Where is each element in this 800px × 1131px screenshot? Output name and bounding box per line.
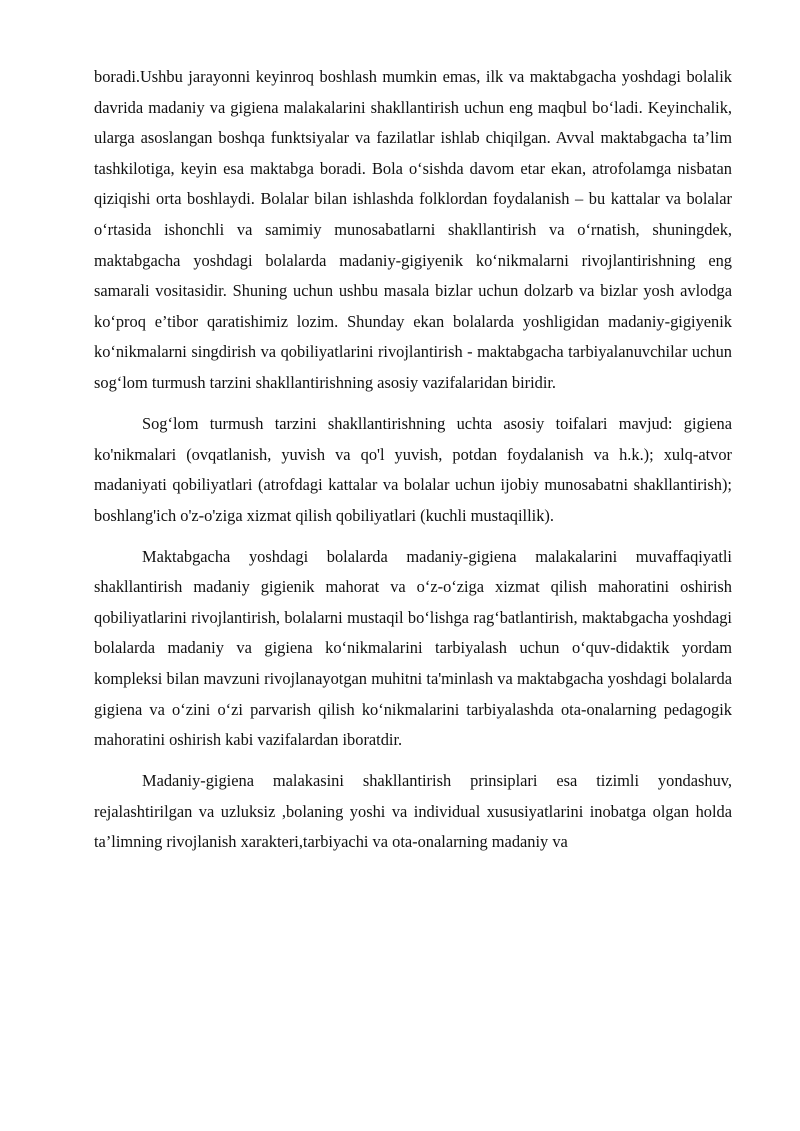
document-page	[94, 62, 732, 858]
paragraph-continuation: boradi.Ushbu jarayonni keyinroq boshlash mumkin emas, ilk va maktabgacha yoshdagi bolalik davrida madaniy va gigiena malakalarini shakllantirish uchun eng maqbul bo‘ladi. Keyinchalik, ularga asoslangan boshqa funktsiyalar va fazilatlar ishlab chiqilgan. Avval maktabgacha ta’lim tashkilotiga, keyin esa maktabga boradi. Bola o‘sishda davom etar ekan, atrofolamga nisbatan qiziqishi orta boshlaydi. Bolalar bilan ishlashda folklordan foydalanish – bu kattalar va bolalar o‘rtasida ishonchli va samimiy munosabatlarni shakllantirish va o‘rnatish, shuningdek, maktabgacha yoshdagi bolalarda madaniy-gigiyenik ko‘nikmalarni rivojlantirishning eng samarali vositasidir. Shuning uchun ushbu masala bizlar uchun dolzarb va bizlar yosh avlodga ko‘proq e’tibor qaratishimiz lozim. Shunday ekan bolalarda yoshligidan madaniy-gigiyenik ko‘nikmalarni singdirish va qobiliyatlarini rivojlantirish - maktabgacha tarbiyalanuvchilar uchun sog‘lom turmush tarzini shakllantirishning asosiy vazifalaridan biridir.	[94, 67, 732, 392]
paragraph-healthy-lifestyle: Sog‘lom turmush tarzini shakllantirishning uchta asosiy toifalari mavjud: gigiena ko'nikmalari (ovqatlanish, yuvish va qo'l yuvish, potdan foydalanish va h.k.); xulq-atvor madaniyati qobiliyatlari (atrofdagi kattalar va bolalar uchun ijobiy munosabatni shakllantirish); boshlang'ich o'z-o'ziga xizmat qilish qobiliyatlari (kuchli mustaqillik).	[94, 413, 732, 525]
paragraph-preschool-skills: Maktabgacha yoshdagi bolalarda madaniy-gigiena malakalarini muvaffaqiyatli shakllantirish madaniy gigienik mahorat va o‘z-o‘ziga xizmat qilish mahoratini oshirish qobiliyatlarini rivojlantirish, bolalarni mustaqil bo‘lishga rag‘batlantirish, maktabgacha yoshdagi bolalarda madaniy va gigiena ko‘nikmalarini tarbiyalash uchun o‘quv-didaktik yordam kompleksi bilan mavzuni rivojlanayotgan muhitni ta'minlash va maktabgacha yoshdagi bolalarda gigiena va o‘zini o‘zi parvarish qilish ko‘nikmalarini tarbiyalashda ota-onalarning pedagogik mahoratini oshirish kabi vazifalardan iboratdir.	[94, 546, 732, 750]
paragraph-principles: Madaniy-gigiena malakasini shakllantirish prinsiplari esa tizimli yondashuv, rejalashtirilgan va uzluksiz ,bolaning yoshi va individual xususiyatlarini inobatga olgan holda ta’limning rivojlanish xarakteri,tarbiyachi va ota-onalarning madaniy va	[94, 771, 732, 852]
